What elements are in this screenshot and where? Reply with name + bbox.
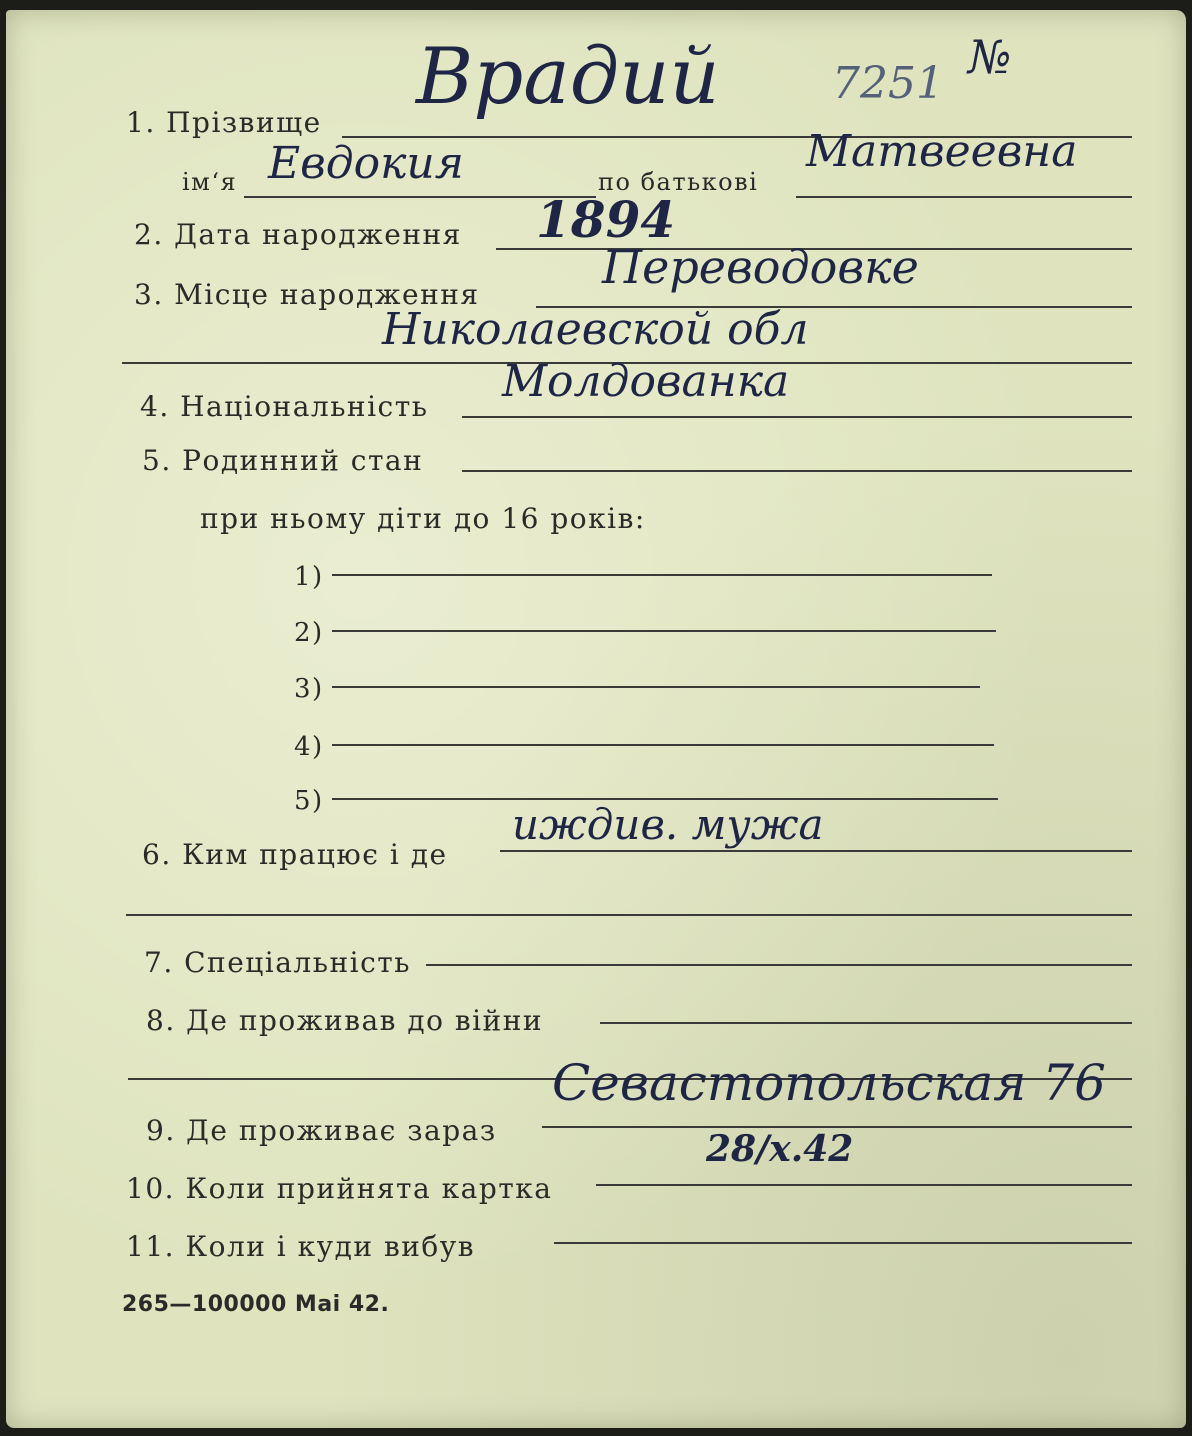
label-work: 6. Ким працює і де: [142, 838, 448, 871]
work-line: [500, 850, 1132, 852]
child-2-line: [332, 630, 996, 632]
child-3-line: [332, 686, 980, 688]
handwritten-number-mark: №: [968, 30, 1012, 84]
label-card-accepted: 10. Коли прийнята картка: [126, 1172, 553, 1205]
handwritten-card-number: 7251: [832, 58, 944, 109]
handwritten-name: Евдокия: [268, 138, 464, 189]
label-birth-date: 2. Дата народження: [134, 218, 462, 251]
departed-line: [554, 1242, 1132, 1244]
handwritten-current-address: Севастопольская 76: [552, 1054, 1106, 1112]
patronymic-line: [796, 196, 1132, 198]
handwritten-surname: Врадий: [416, 32, 720, 122]
label-surname: 1. Прізвище: [126, 106, 322, 139]
label-patronymic: по батькові: [598, 168, 759, 196]
handwritten-card-date: 28/х.42: [706, 1128, 854, 1170]
label-child-3: 3): [294, 674, 324, 704]
registration-card: [6, 10, 1186, 1428]
handwritten-nationality: Молдованка: [502, 356, 790, 407]
label-current-residence: 9. Де проживає зараз: [146, 1114, 497, 1147]
handwritten-work: иждив. мужа: [512, 800, 824, 849]
label-child-1: 1): [294, 562, 324, 592]
prewar-residence-line: [600, 1022, 1132, 1024]
label-child-4: 4): [294, 732, 324, 762]
label-specialty: 7. Спеціальність: [144, 946, 411, 979]
print-run-footer: 265—100000 Mai 42.: [122, 1292, 390, 1317]
label-prewar-residence: 8. Де проживав до війни: [146, 1004, 544, 1037]
child-4-line: [332, 744, 994, 746]
handwritten-birth-year: 1894: [536, 190, 676, 249]
work-line-2: [126, 914, 1132, 916]
label-name: ім‘я: [182, 168, 238, 196]
handwritten-birthplace-1: Переводовке: [602, 240, 919, 294]
label-family-status: 5. Родинний стан: [142, 444, 424, 477]
label-children: при ньому діти до 16 років:: [200, 502, 646, 535]
handwritten-birthplace-2: Николаевской обл: [382, 304, 809, 355]
family-status-line: [462, 470, 1132, 472]
label-child-2: 2): [294, 618, 324, 648]
specialty-line: [426, 964, 1132, 966]
nationality-line: [462, 416, 1132, 418]
label-birthplace: 3. Місце народження: [134, 278, 480, 311]
label-child-5: 5): [294, 786, 324, 816]
label-nationality: 4. Національність: [140, 390, 429, 423]
card-accepted-line: [596, 1184, 1132, 1186]
label-departed: 11. Коли і куди вибув: [126, 1230, 475, 1263]
handwritten-patronymic: Матвеевна: [806, 126, 1078, 177]
child-1-line: [332, 574, 992, 576]
